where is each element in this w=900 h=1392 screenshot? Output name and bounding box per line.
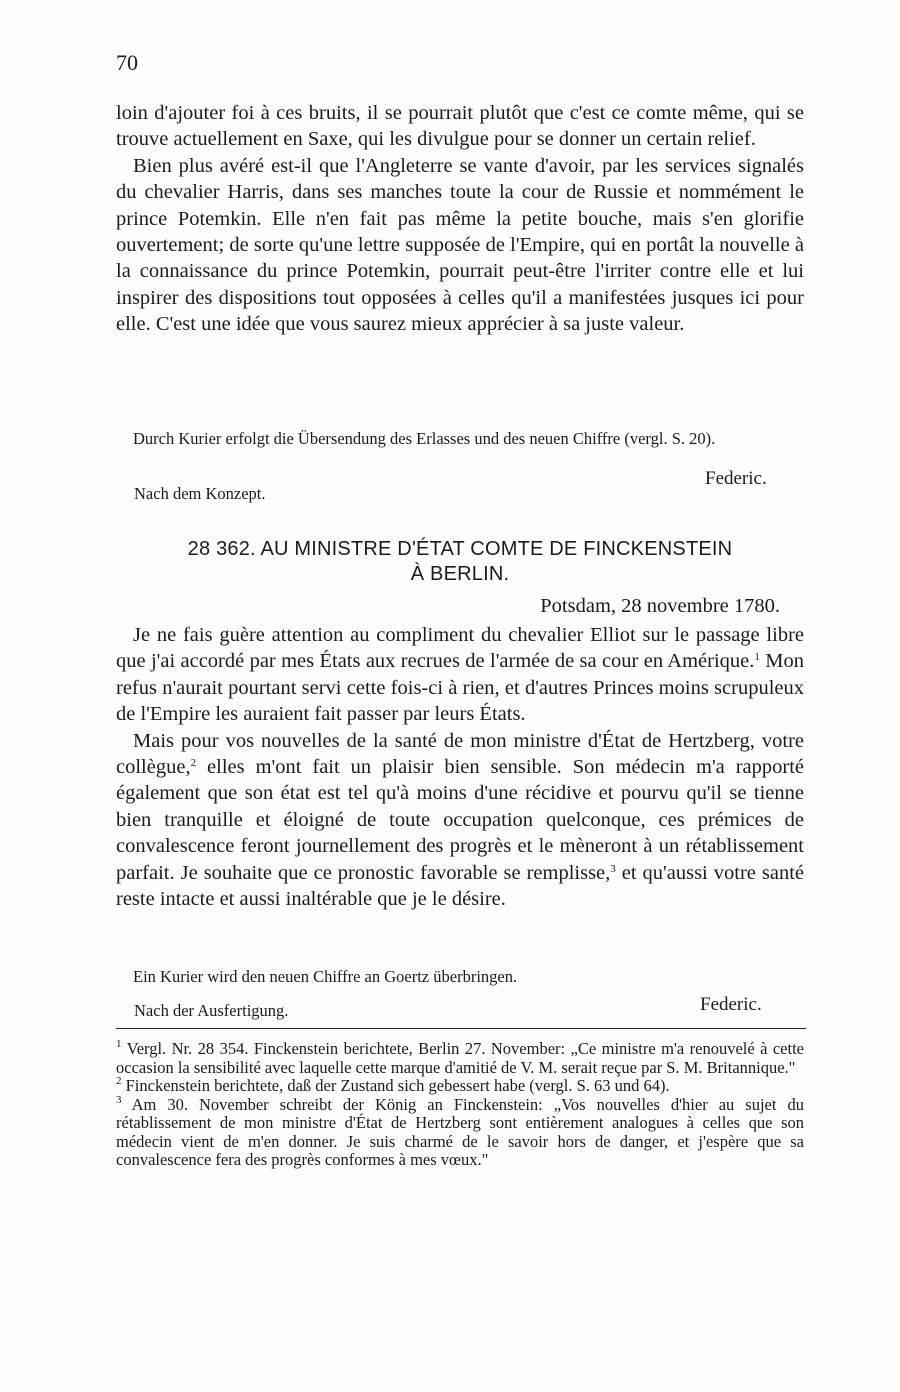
letter-paragraph-2-b: elles m'ont fait un plaisir bien sensible. Son médecin m'a rapporté également que son état est tel qu'à moins d'une récidive et pourvu qu'il se tienne bien tranquille et éloigné de toute occupation quelconque, ces prémices de convalescence feront journellement des progrès et le mèneront à un rétablissement parfait. Je souhaite que ce pronostic favorable se remplisse, (116, 756, 804, 884)
courier-note-2: Ein Kurier wird den neuen Chiffre an Goertz überbringen. (133, 967, 518, 986)
letter-paragraph-2 (116, 728, 804, 913)
footnote-1-mark: 1 (116, 1038, 122, 1050)
footnote-ref-1: 1 (754, 651, 760, 664)
letter-note (116, 966, 804, 987)
footnote-3-mark: 3 (116, 1093, 122, 1106)
footnote-2-mark: 2 (116, 1075, 122, 1087)
footnote-divider (116, 1028, 806, 1029)
source-note-1: Nach dem Konzept. (134, 484, 266, 503)
continuation-text (116, 100, 804, 338)
letter-paragraph-1-b: Mon refus n'aurait pourtant servi cette fois-ci à rien, et d'autres Princes moins scrupuleux de l'Empire les auraient fait passer par leurs États. (116, 650, 804, 726)
source-note-2: Nach der Ausfertigung. (134, 1001, 289, 1020)
continuation-note (116, 428, 804, 449)
footnote-2 (116, 1077, 804, 1096)
courier-note: Durch Kurier erfolgt die Übersendung des Erlasses und des neuen Chiffre (vergl. S. 20). (133, 429, 716, 448)
dateline: Potsdam, 28 novembre 1780. (540, 595, 780, 617)
page-number: 70 (116, 50, 138, 75)
continuation-paragraph-2: Bien plus avéré est-il que l'Angleterre se vante d'avoir, par les services signalés du chevalier Harris, dans ses manches toute la cour de Russie et nommément le prince Potemkin. Elle n'en fait pas même la petite bouche, mais s'en glorifie ouvertement; de sorte qu'une lettre supposée de l'Empire, qui en portât la nouvelle à la connaissance du prince Potemkin, pourrait peut-être l'irriter contre elle et lui inspirer des dispositions tout opposées à celles qu'il a manifestées jusques ici pour elle. C'est une idée que vous saurez mieux apprécier à sa juste valeur. (116, 154, 804, 336)
letter-text (116, 622, 804, 912)
signature-2: Federic. (700, 994, 762, 1015)
letter-paragraph-1-a: Je ne fais guère attention au compliment du chevalier Elliot sur le passage libre que j'ai accordé par mes États aux recrues de l'armée de sa cour en Amérique. (116, 624, 804, 673)
letter-heading (140, 537, 780, 587)
signature-1: Federic. (705, 468, 767, 489)
footnote-ref-3: 3 (610, 862, 616, 875)
footnote-ref-2: 2 (190, 757, 197, 770)
footnote-3 (116, 1093, 804, 1170)
footnotes (116, 1040, 804, 1170)
letter-heading-line-2: À BERLIN. (410, 563, 510, 585)
letter-paragraph-1 (116, 622, 804, 728)
letter-paragraph-2-c: et qu'aussi votre santé reste intacte et aussi inaltérable que je le désire. (116, 861, 804, 911)
letter-paragraph-2-a: Mais pour vos nouvelles de la santé de mon ministre d'État de Hertzberg, votre collègue, (116, 729, 804, 779)
continuation-paragraph-1: loin d'ajouter foi à ces bruits, il se pourrait plutôt que c'est ce comte même, qui se trouve actuellement en Saxe, qui les divulgue pour se donner un certain relief. (116, 102, 804, 151)
letter-heading-line-1: 28 362. AU MINISTRE D'ÉTAT COMTE DE FINCKENSTEIN (187, 538, 733, 560)
footnote-3-text: Am 30. November schreibt der König an Finckenstein: „Vos nouvelles d'hier au sujet du rétablissement de mon ministre d'État de Hertzberg sont entièrement analogues à celles que son médecin vient de m'en donner. Je suis charmé de le savoir hors de danger, et j'espère que sa convalescence fera des progrès conformes à mes vœux." (116, 1094, 804, 1169)
footnote-2-text: Finckenstein berichtete, daß der Zustand sich gebessert habe (vergl. S. 63 und 64). (121, 1076, 670, 1095)
footnote-1-text: Vergl. Nr. 28 354. Finckenstein berichtete, Berlin 27. November: „Ce ministre m'a renouvelé à cette occasion la sensibilité avec laquelle cette marque d'amitié de V. M. serait reçue par S. M. Britannique." (116, 1039, 804, 1077)
footnote-1 (116, 1040, 804, 1077)
